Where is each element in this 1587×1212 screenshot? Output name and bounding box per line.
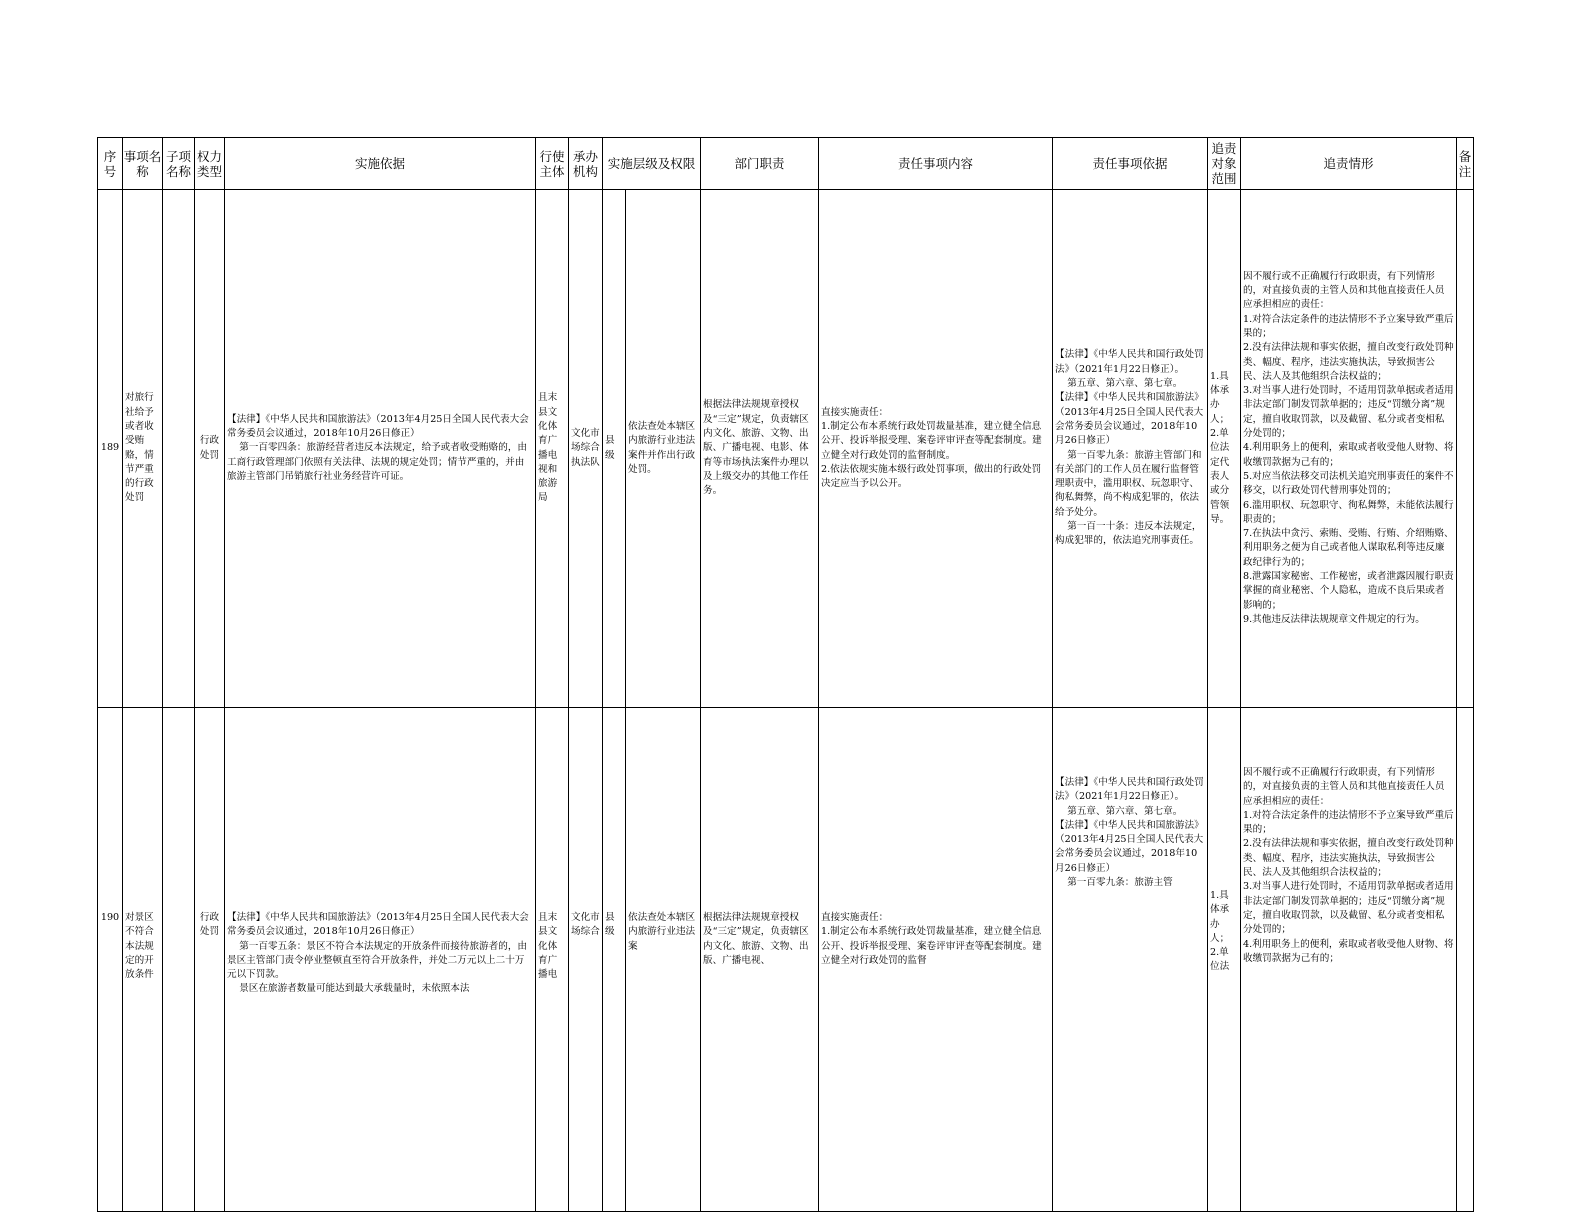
row-dept-duty: 根据法律法规规章授权及“三定”规定，负责辖区内文化、旅游、文物、出版、广播电视、电影、体育等市场执法案件办理以及上级交办的其他工作任务。 <box>701 190 819 708</box>
responsibility-table-sheet <box>97 137 1473 995</box>
row-seq: 189 <box>98 190 123 708</box>
row-remark <box>1457 708 1474 1212</box>
table-row <box>98 708 1474 1212</box>
header-dept-duty: 部门职责 <box>701 138 819 190</box>
row-seq: 190 <box>98 708 123 1212</box>
header-level: 实施层级及权限 <box>603 138 701 190</box>
row-basis: 【法律】《中华人民共和国旅游法》（2013年4月25日全国人民代表大会常务委员会议通过，2018年10月26日修正） 第一百零五条：景区不符合本法规定的开放条件而接待旅游者的，由景区主管部门责令停业整顿直至符合开放条件，并处二万元以上二十万元以下罚款。 景区在旅游者数量可能达到最大承载量时，未依照本法 <box>225 708 536 1212</box>
row-scope: 1.具体承办人； 2.单位法 <box>1208 708 1241 1212</box>
row-subject: 且末县文化体育广播电视和旅游局 <box>536 190 569 708</box>
row-power-type: 行政处罚 <box>195 708 225 1212</box>
header-remark: 备注 <box>1457 138 1474 190</box>
row-item-name: 对景区不符合本法规定的开放条件 <box>123 708 163 1212</box>
row-scope: 1.具体承办人； 2.单位法定代表人或分管领导。 <box>1208 190 1241 708</box>
row-level-desc: 依法查处本辖区内旅游行业违法案 <box>626 708 701 1212</box>
header-item-name: 事项名称 <box>123 138 163 190</box>
row-level-desc: 依法查处本辖区内旅游行业违法案件并作出行政处罚。 <box>626 190 701 708</box>
row-accountability: 因不履行或不正确履行行政职责，有下列情形的，对直接负责的主管人员和其他直接责任人员应承担相应的责任： 1.对符合法定条件的违法情形不予立案导致严重后果的； 2.没有法律法规和事实依据，擅自改变行政处罚种类、幅度、程序，违法实施执法，导致损害公民、法人及其他组织合法权益的； 3.对当事人进行处罚时，不适用罚款单据或者适用非法定部门制发罚款单据的；违反“罚缴分离”规定，擅自收取罚款，以及截留、私分或者变相私分处罚的； 4.利用职务上的便利，索取或者收受他人财物、将收缴罚款据为己有的； <box>1241 708 1457 1212</box>
row-subject: 且末县文化体育广播电 <box>536 708 569 1212</box>
header-scope: 追责对象范围 <box>1208 138 1241 190</box>
row-power-type: 行政处罚 <box>195 190 225 708</box>
row-level: 县级 <box>603 190 626 708</box>
row-accountability: 因不履行或不正确履行行政职责，有下列情形的，对直接负责的主管人员和其他直接责任人员应承担相应的责任： 1.对符合法定条件的违法情形不予立案导致严重后果的； 2.没有法律法规和事实依据，擅自改变行政处罚种类、幅度、程序，违法实施执法，导致损害公民、法人及其他组织合法权益的； 3.对当事人进行处罚时，不适用罚款单据或者适用非法定部门制发罚款单据的；违反“罚缴分离”规定，擅自收取罚款，以及截留、私分或者变相私分处罚的； 4.利用职务上的便利，索取或者收受他人财物、将收缴罚款据为己有的； 5.对应当依法移交司法机关追究刑事责任的案件不移交，以行政处罚代替刑事处罚的； 6.滥用职权、玩忽职守、徇私舞弊，未能依法履行职责的； 7.在执法中贪污、索贿、受贿、行贿、介绍贿赂、利用职务之便为自己或者他人谋取私利等违反廉政纪律行为的； 8.泄露国家秘密、工作秘密，或者泄露因履行职责掌握的商业秘密、个人隐私，造成不良后果或者影响的； 9.其他违反法律法规规章文件规定的行为。 <box>1241 190 1457 708</box>
row-basis: 【法律】《中华人民共和国旅游法》（2013年4月25日全国人民代表大会常务委员会议通过，2018年10月26日修正） 第一百零四条：旅游经营者违反本法规定，给予或者收受贿赂的，由工商行政管理部门依照有关法律、法规的规定处罚；情节严重的，并由旅游主管部门吊销旅行社业务经营许可证。 <box>225 190 536 708</box>
row-undertaker: 文化市场综合 <box>569 708 603 1212</box>
row-undertaker: 文化市场综合执法队 <box>569 190 603 708</box>
row-resp-basis: 【法律】《中华人民共和国行政处罚法》（2021年1月22日修正）。 第五章、第六章、第七章。 【法律】《中华人民共和国旅游法》（2013年4月25日全国人民代表大会常务委员会议通过，2018年10月26日修正） 第一百零九条：旅游主管部门和有关部门的工作人员在履行监督管理职责中，滥用职权、玩忽职守、徇私舞弊，尚不构成犯罪的，依法给予处分。 第一百一十条：违反本法规定，构成犯罪的，依法追究刑事责任。 <box>1053 190 1208 708</box>
header-basis: 实施依据 <box>225 138 536 190</box>
row-level: 县级 <box>603 708 626 1212</box>
header-seq: 序号 <box>98 138 123 190</box>
power-responsibility-table <box>97 137 1474 1212</box>
row-sub-name <box>163 190 195 708</box>
header-sub-name: 子项名称 <box>163 138 195 190</box>
row-resp-basis: 【法律】《中华人民共和国行政处罚法》（2021年1月22日修正）。 第五章、第六章、第七章。 【法律】《中华人民共和国旅游法》（2013年4月25日全国人民代表大会常务委员会议通过，2018年10月26日修正） 第一百零九条：旅游主管 <box>1053 708 1208 1212</box>
header-undertaker: 承办机构 <box>569 138 603 190</box>
row-sub-name <box>163 708 195 1212</box>
row-remark <box>1457 190 1474 708</box>
row-item-name: 对旅行社给予或者收受贿赂，情节严重的行政处罚 <box>123 190 163 708</box>
header-accountability: 追责情形 <box>1241 138 1457 190</box>
header-resp-basis: 责任事项依据 <box>1053 138 1208 190</box>
table-row <box>98 190 1474 708</box>
header-power-type: 权力类型 <box>195 138 225 190</box>
table-header-row <box>98 138 1474 190</box>
header-resp-content: 责任事项内容 <box>819 138 1053 190</box>
header-subject: 行使主体 <box>536 138 569 190</box>
row-dept-duty: 根据法律法规规章授权及“三定”规定，负责辖区内文化、旅游、文物、出版、广播电视、 <box>701 708 819 1212</box>
row-resp-content: 直接实施责任： 1.制定公布本系统行政处罚裁量基准，建立健全信息公开、投诉举报受理、案卷评审评查等配套制度。建立健全对行政处罚的监督制度。 2.依法依规实施本级行政处罚事项，做出的行政处罚决定应当予以公开。 <box>819 190 1053 708</box>
row-resp-content: 直接实施责任： 1.制定公布本系统行政处罚裁量基准，建立健全信息公开、投诉举报受理、案卷评审评查等配套制度。建立健全对行政处罚的监督 <box>819 708 1053 1212</box>
